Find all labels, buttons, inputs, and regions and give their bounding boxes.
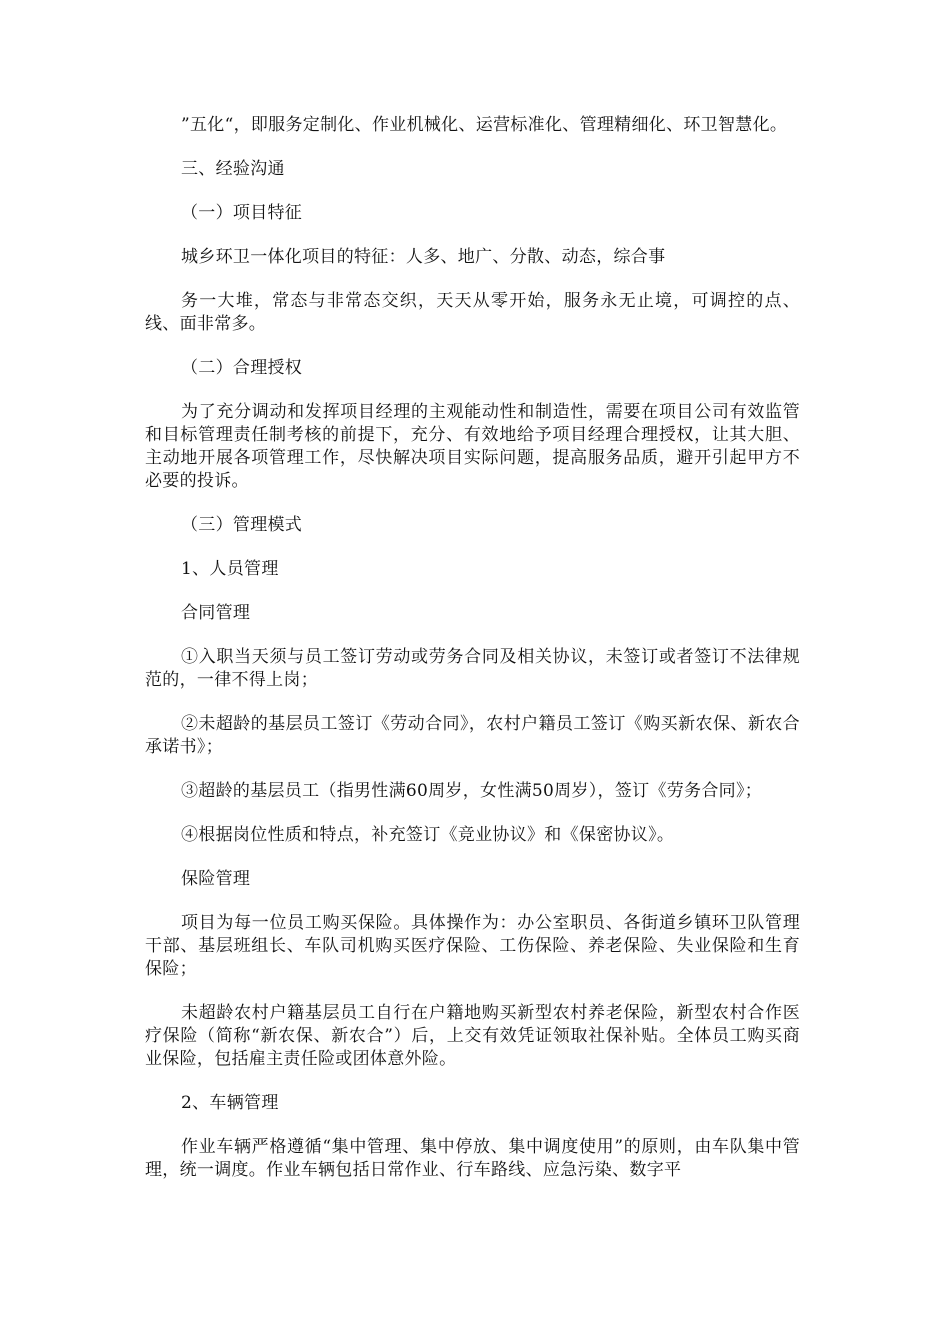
heading-vehicle-management: 2、车辆管理 bbox=[181, 1093, 279, 1113]
list-item-contract-1: ①入职当天须与员工签订劳动或劳务合同及相关协议，未签订或者签订不法律规范的，一律不得上岗； bbox=[145, 647, 800, 690]
document-body bbox=[145, 114, 800, 1203]
paragraph-authorization: 为了充分调动和发挥项目经理的主观能动性和制造性，需要在项目公司有效监管和目标管理责任制考核的前提下，充分、有效地给予项目经理合理授权，让其大胆、主动地开展各项管理工作，尽快解决项目实际问题，提高服务品质，避开引起甲方不必要的投诉。 bbox=[145, 402, 800, 491]
paragraph-project-features-2: 务一大堆，常态与非常态交织，天天从零开始，服务永无止境，可调控的点、线、面非常多。 bbox=[145, 291, 800, 334]
paragraph-project-features-1: 城乡环卫一体化项目的特征：人多、地广、分散、动态，综合事 bbox=[181, 247, 666, 267]
list-item-contract-2: ②未超龄的基层员工签订《劳动合同》，农村户籍员工签订《购买新农保、新农合承诺书》； bbox=[145, 714, 800, 757]
list-item-contract-4: ④根据岗位性质和特点，补充签订《竞业协议》和《保密协议》。 bbox=[181, 825, 675, 845]
paragraph-five-modernizations: ”五化“，即服务定制化、作业机械化、运营标准化、管理精细化、环卫智慧化。 bbox=[181, 115, 788, 135]
heading-contract-management: 合同管理 bbox=[181, 603, 251, 623]
heading-insurance-management: 保险管理 bbox=[181, 869, 251, 889]
paragraph-vehicle-management: 作业车辆严格遵循“集中管理、集中停放、集中调度使用”的原则，由车队集中管理，统一调度。作业车辆包括日常作业、行车路线、应急污染、数字平 bbox=[145, 1137, 800, 1180]
heading-personnel-management: 1、人员管理 bbox=[181, 559, 279, 579]
paragraph-insurance-2: 未超龄农村户籍基层员工自行在户籍地购买新型农村养老保险，新型农村合作医疗保险（简称“新农保、新农合”）后，上交有效凭证领取社保补贴。全体员工购买商业保险，包括雇主责任险或团体意外险。 bbox=[145, 1003, 800, 1069]
heading-experience-exchange: 三、经验沟通 bbox=[181, 159, 285, 179]
list-item-contract-3: ③超龄的基层员工（指男性满60周岁，女性满50周岁），签订《劳务合同》； bbox=[181, 781, 763, 801]
heading-reasonable-authorization: （二）合理授权 bbox=[181, 358, 303, 378]
paragraph-insurance-1: 项目为每一位员工购买保险。具体操作为：办公室职员、各街道乡镇环卫队管理干部、基层班组长、车队司机购买医疗保险、工伤保险、养老保险、失业保险和生育保险； bbox=[145, 913, 800, 979]
heading-project-features: （一）项目特征 bbox=[181, 203, 303, 223]
heading-management-mode: （三）管理模式 bbox=[181, 515, 303, 535]
